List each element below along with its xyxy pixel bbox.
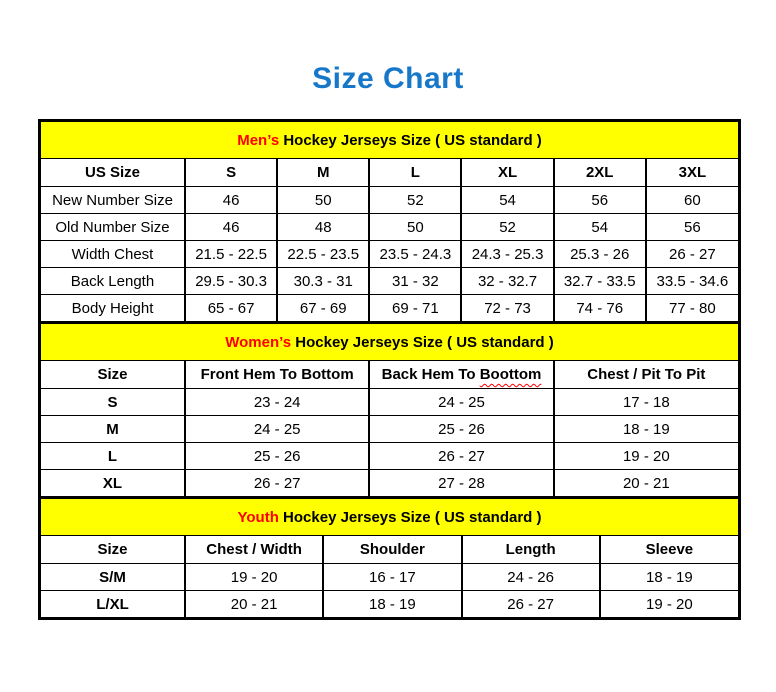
column-header: Back Hem To Boottom (369, 361, 553, 389)
row-label: Body Height (41, 295, 185, 322)
row-label: L (41, 443, 185, 470)
column-header: Chest / Width (185, 536, 323, 564)
value-cell: 17 - 18 (554, 389, 738, 416)
value-cell: 18 - 19 (600, 564, 738, 591)
value-cell: 74 - 76 (554, 295, 646, 322)
value-cell: 60 (646, 187, 738, 214)
womens-size-table (41, 322, 738, 497)
table-row (41, 268, 738, 295)
value-cell: 33.5 - 34.6 (646, 268, 738, 295)
row-label: Old Number Size (41, 214, 185, 241)
table-row (41, 187, 738, 214)
value-cell: 56 (554, 187, 646, 214)
womens-band-row (41, 323, 738, 361)
column-header: Shoulder (323, 536, 461, 564)
value-cell: 24.3 - 25.3 (461, 241, 553, 268)
value-cell: 54 (461, 187, 553, 214)
column-header: Length (462, 536, 600, 564)
value-cell: 18 - 19 (554, 416, 738, 443)
value-cell: 25 - 26 (185, 443, 369, 470)
column-header: 2XL (554, 159, 646, 187)
value-cell: 19 - 20 (600, 591, 738, 618)
youth-section-title: Youth Hockey Jerseys Size ( US standard ) (41, 498, 738, 536)
column-header: 3XL (646, 159, 738, 187)
column-header: Front Hem To Bottom (185, 361, 369, 389)
value-cell: 52 (369, 187, 461, 214)
column-header: Size (41, 361, 185, 389)
value-cell: 54 (554, 214, 646, 241)
mens-size-table (41, 122, 738, 322)
value-cell: 16 - 17 (323, 564, 461, 591)
table-row (41, 416, 738, 443)
value-cell: 29.5 - 30.3 (185, 268, 277, 295)
value-cell: 46 (185, 214, 277, 241)
value-cell: 19 - 20 (185, 564, 323, 591)
value-cell: 69 - 71 (369, 295, 461, 322)
value-cell: 18 - 19 (323, 591, 461, 618)
page-title: Size Chart (312, 62, 464, 95)
womens-section-title: Women’s Hockey Jerseys Size ( US standard ) (41, 323, 738, 361)
row-label: Back Length (41, 268, 185, 295)
value-cell: 24 - 25 (185, 416, 369, 443)
value-cell: 67 - 69 (277, 295, 369, 322)
table-row (41, 389, 738, 416)
value-cell: 26 - 27 (646, 241, 738, 268)
mens-section-title: Men’s Hockey Jerseys Size ( US standard ) (41, 122, 738, 159)
row-label: New Number Size (41, 187, 185, 214)
table-row (41, 591, 738, 618)
row-label: Width Chest (41, 241, 185, 268)
column-header: L (369, 159, 461, 187)
column-header: Size (41, 536, 185, 564)
value-cell: 48 (277, 214, 369, 241)
value-cell: 32 - 32.7 (461, 268, 553, 295)
column-header: Sleeve (600, 536, 738, 564)
value-cell: 25.3 - 26 (554, 241, 646, 268)
value-cell: 52 (461, 214, 553, 241)
youth-header-row (41, 536, 738, 564)
section-title-highlight: Youth (237, 508, 279, 526)
column-header: XL (461, 159, 553, 187)
column-header: US Size (41, 159, 185, 187)
row-label: S/M (41, 564, 185, 591)
value-cell: 21.5 - 22.5 (185, 241, 277, 268)
value-cell: 46 (185, 187, 277, 214)
value-cell: 24 - 25 (369, 389, 553, 416)
table-row (41, 564, 738, 591)
youth-size-table (41, 497, 738, 617)
value-cell: 26 - 27 (185, 470, 369, 497)
value-cell: 20 - 21 (554, 470, 738, 497)
section-title-highlight: Women’s (225, 333, 292, 351)
mens-header-row (41, 159, 738, 187)
row-label: S (41, 389, 185, 416)
value-cell: 26 - 27 (462, 591, 600, 618)
column-header: Chest / Pit To Pit (554, 361, 738, 389)
value-cell: 50 (277, 187, 369, 214)
mens-band-row (41, 122, 738, 159)
table-row (41, 470, 738, 497)
womens-header-row (41, 361, 738, 389)
value-cell: 72 - 73 (461, 295, 553, 322)
table-row (41, 443, 738, 470)
value-cell: 27 - 28 (369, 470, 553, 497)
value-cell: 31 - 32 (369, 268, 461, 295)
row-label: XL (41, 470, 185, 497)
misspelled-word: Boottom (479, 366, 542, 383)
value-cell: 56 (646, 214, 738, 241)
value-cell: 25 - 26 (369, 416, 553, 443)
section-title-highlight: Men’s (237, 131, 280, 149)
value-cell: 22.5 - 23.5 (277, 241, 369, 268)
value-cell: 50 (369, 214, 461, 241)
size-chart-frame (38, 119, 741, 620)
value-cell: 23.5 - 24.3 (369, 241, 461, 268)
youth-band-row (41, 498, 738, 536)
value-cell: 20 - 21 (185, 591, 323, 618)
column-header: S (185, 159, 277, 187)
value-cell: 26 - 27 (369, 443, 553, 470)
column-header: M (277, 159, 369, 187)
row-label: L/XL (41, 591, 185, 618)
table-row (41, 295, 738, 322)
value-cell: 19 - 20 (554, 443, 738, 470)
table-row (41, 241, 738, 268)
table-row (41, 214, 738, 241)
value-cell: 65 - 67 (185, 295, 277, 322)
value-cell: 24 - 26 (462, 564, 600, 591)
value-cell: 32.7 - 33.5 (554, 268, 646, 295)
value-cell: 77 - 80 (646, 295, 738, 322)
row-label: M (41, 416, 185, 443)
value-cell: 30.3 - 31 (277, 268, 369, 295)
value-cell: 23 - 24 (185, 389, 369, 416)
